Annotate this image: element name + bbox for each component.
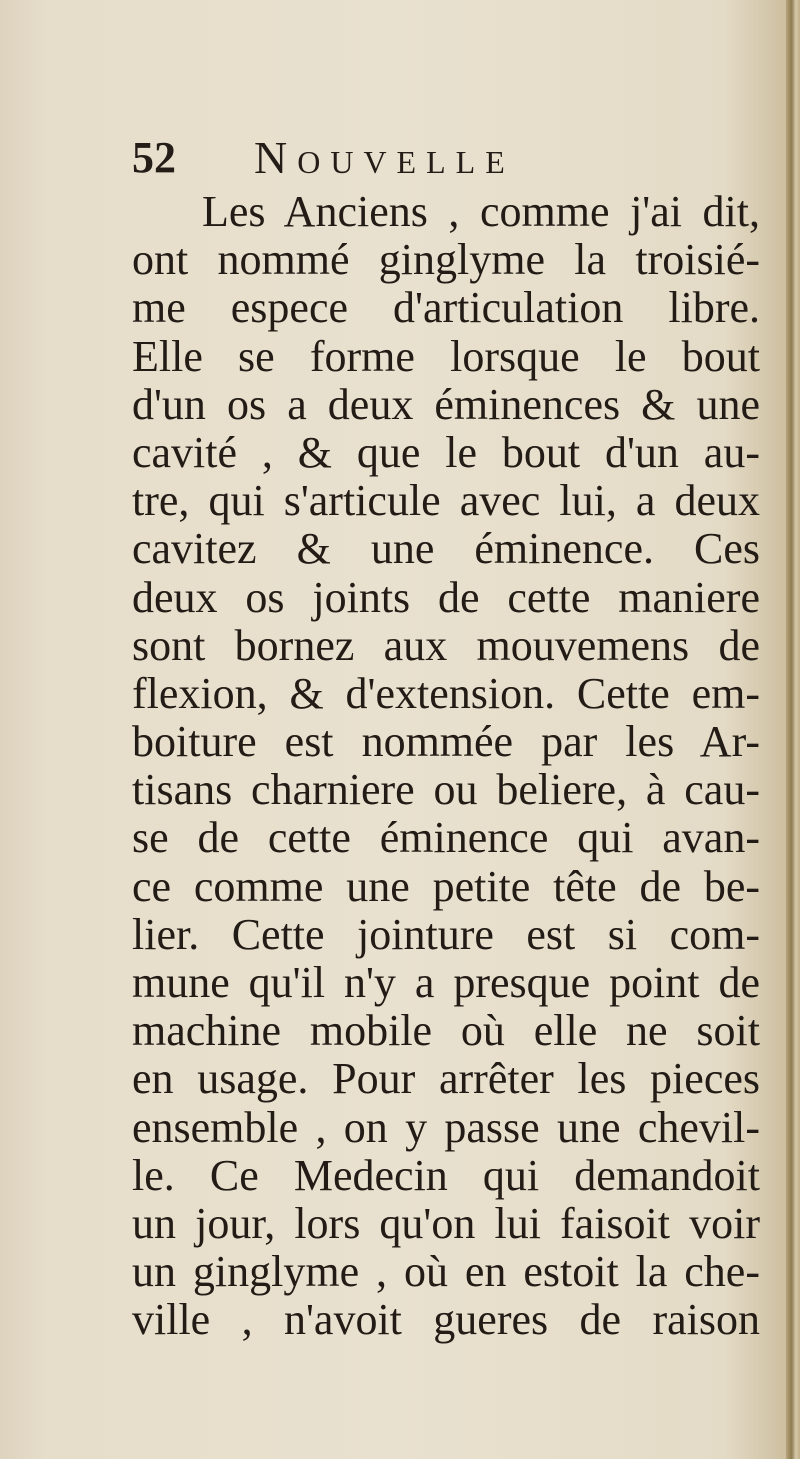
page-header — [132, 128, 732, 188]
text-line: ont nommé ginglyme la troisié- — [132, 235, 760, 285]
text-line: un jour, lors qu'on lui faisoit voir — [132, 1198, 760, 1248]
text-line: boiture est nommée par les Ar- — [132, 717, 760, 767]
running-head: Nouvelle — [254, 132, 515, 183]
text-line: d'un os a deux éminences & une — [132, 379, 760, 429]
text-line: flexion, & d'extension. Cette em- — [132, 668, 760, 718]
text-line: Les Anciens , comme j'ai dit, — [202, 187, 760, 236]
text-line: cavité , & que le bout d'un au- — [132, 427, 760, 477]
text-line: tisans charniere ou beliere, à cau- — [132, 765, 760, 815]
text-line: se de cette éminence qui avan- — [132, 813, 760, 863]
page-edge — [786, 0, 800, 1459]
text-line: lier. Cette jointure est si com- — [132, 909, 760, 959]
text-line: ensemble , on y passe une chevil- — [132, 1102, 760, 1152]
text-line: en usage. Pour arrêter les pieces — [132, 1054, 760, 1104]
text-line: tre, qui s'articule avec lui, a deux — [132, 476, 760, 526]
text-line: cavitez & une éminence. Ces — [132, 524, 760, 574]
text-line: un ginglyme , où en estoit la che- — [132, 1247, 760, 1297]
text-line: le. Ce Medecin qui demandoit — [132, 1150, 760, 1200]
text-line: Elle se forme lorsque le bout — [132, 331, 760, 381]
text-line: ville , n'avoit gueres de raison — [132, 1295, 760, 1345]
text-line: sont bornez aux mouvemens de — [132, 620, 760, 670]
text-line: deux os joints de cette maniere — [132, 572, 760, 622]
body-text — [132, 188, 760, 1345]
text-line: mune qu'il n'y a presque point de — [132, 958, 760, 1007]
page-number: 52 — [132, 133, 176, 182]
text-line: machine mobile où elle ne soit — [132, 1006, 760, 1056]
text-line: ce comme une petite tête de be- — [132, 861, 760, 911]
text-line: me espece d'articulation libre. — [132, 283, 760, 333]
